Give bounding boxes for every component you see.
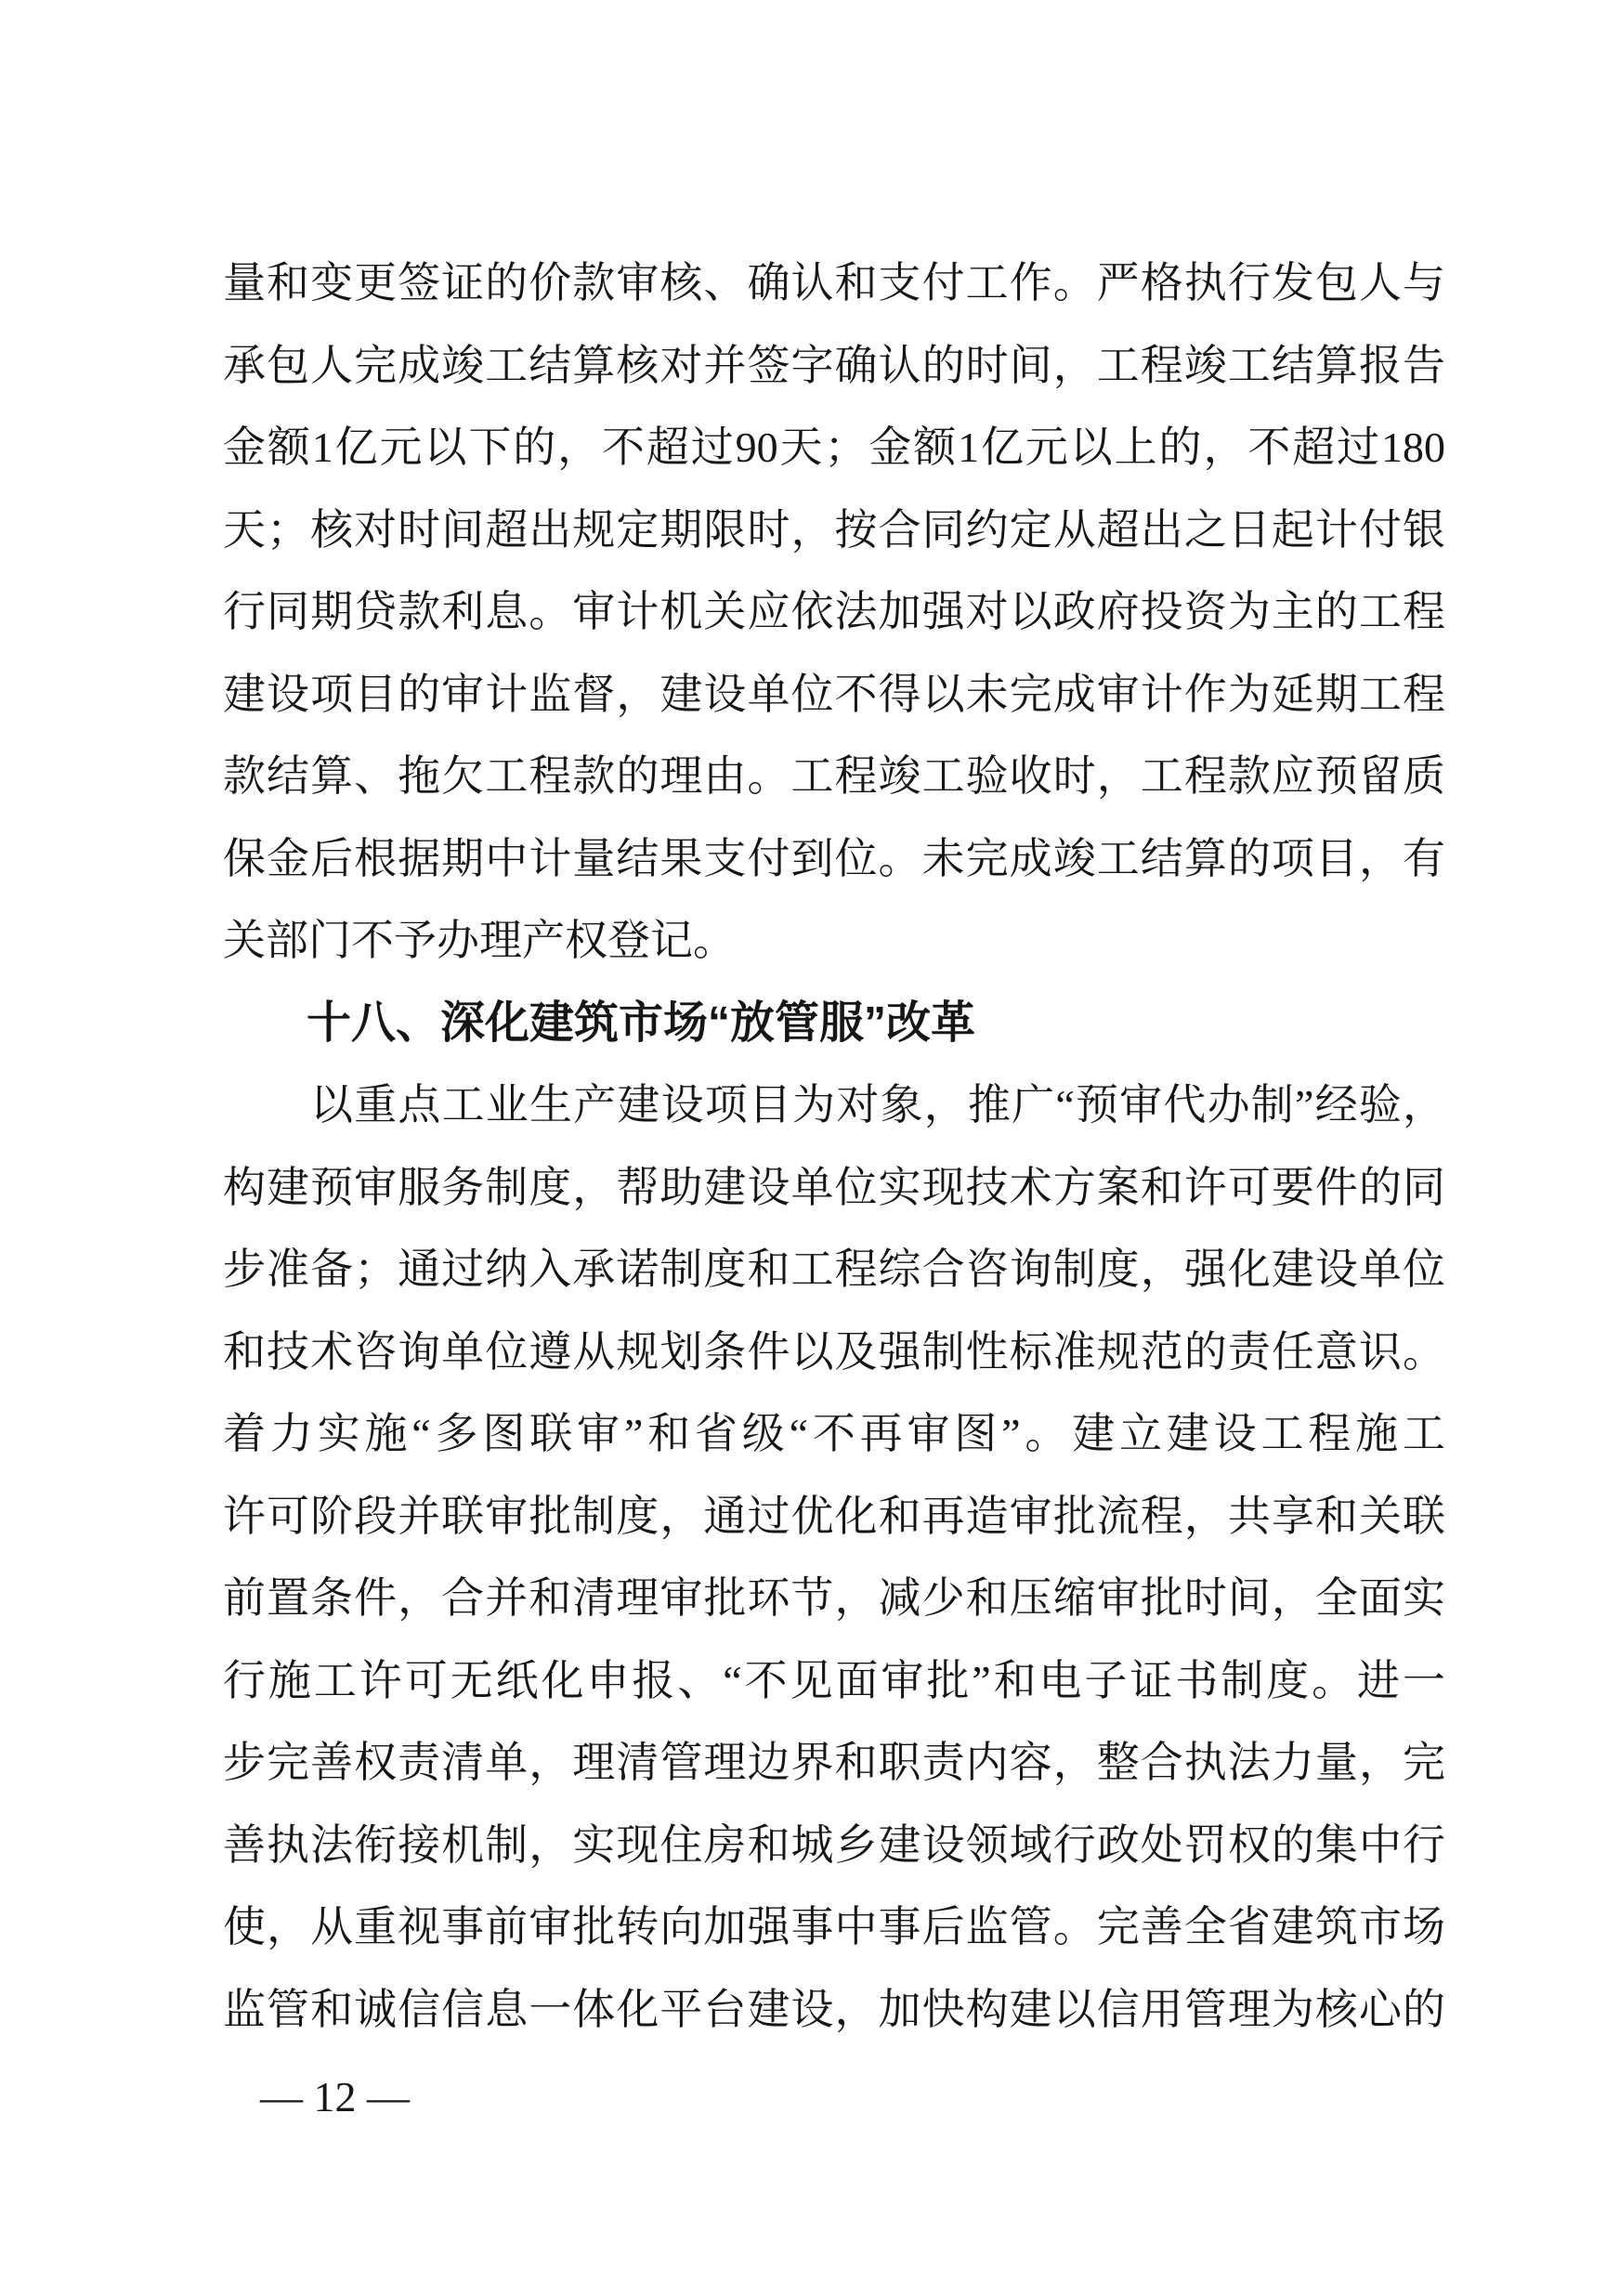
body-line: 着力实施“多图联审”和省级“不再审图”。建立建设工程施工 [223,1410,1445,1457]
body-line: 行同期贷款利息。审计机关应依法加强对以政府投资为主的工程 [223,588,1445,635]
section-heading: 十八、深化建筑市场“放管服”改革 [307,998,976,1048]
body-line: 承包人完成竣工结算核对并签字确认的时间，工程竣工结算报告 [223,341,1445,389]
page-number: — 12 — [260,2073,410,2120]
body-line: 量和变更签证的价款审核、确认和支付工作。严格执行发包人与 [223,259,1445,307]
body-line: 许可阶段并联审批制度，通过优化和再造审批流程，共享和关联 [223,1492,1445,1540]
body-line: 款结算、拖欠工程款的理由。工程竣工验收时，工程款应预留质 [223,752,1445,800]
body-line: 以重点工业生产建设项目为对象，推广“预审代办制”经验， [310,1081,1445,1128]
body-line: 关部门不予办理产权登记。 [223,917,736,964]
body-line: 构建预审服务制度，帮助建设单位实现技术方案和许可要件的同 [223,1163,1445,1211]
body-line: 保金后根据期中计量结果支付到位。未完成竣工结算的项目，有 [223,834,1445,882]
body-line: 行施工许可无纸化申报、“不见面审批”和电子证书制度。进一 [223,1656,1445,1704]
body-line: 监管和诚信信息一体化平台建设，加快构建以信用管理为核心的 [223,1985,1445,2033]
body-line: 前置条件，合并和清理审批环节，减少和压缩审批时间，全面实 [223,1574,1445,1622]
body-line: 建设项目的审计监督，建设单位不得以未完成审计作为延期工程 [223,670,1445,718]
body-line: 使，从重视事前审批转向加强事中事后监管。完善全省建筑市场 [223,1903,1445,1950]
body-line: 天；核对时间超出规定期限时，按合同约定从超出之日起计付银 [223,505,1445,554]
body-line: 和技术咨询单位遵从规划条件以及强制性标准规范的责任意识。 [223,1327,1445,1376]
body-line: 步准备；通过纳入承诺制度和工程综合咨询制度，强化建设单位 [223,1246,1445,1293]
body-line: 善执法衔接机制，实现住房和城乡建设领域行政处罚权的集中行 [223,1820,1445,1869]
body-line: 步完善权责清单，理清管理边界和职责内容，整合执法力量，完 [223,1739,1445,1786]
body-line: 金额1亿元以下的，不超过90天；金额1亿元以上的，不超过180 [223,424,1445,471]
text-block [223,242,1445,2051]
